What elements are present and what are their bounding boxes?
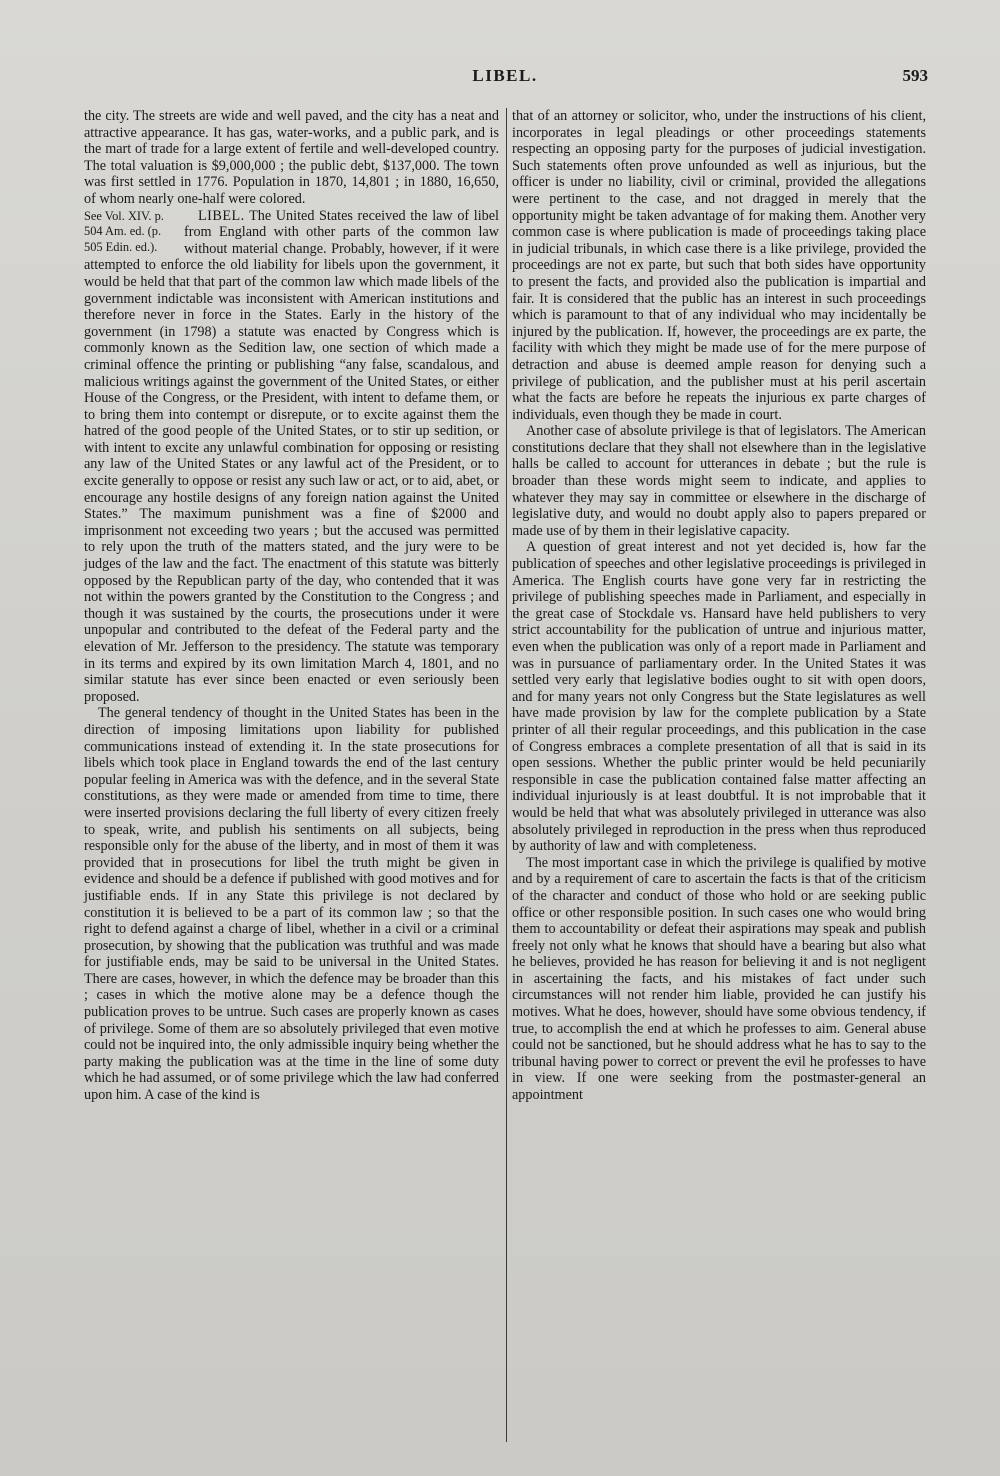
paragraph-general-tendency: The general tendency of thought in the United States has been in the direction of imposing limitations upon liability for published communications instead of extending it. In the state prosecutions for libels which took place in England towards the end of the last century popular feeling in America was with the defence, and in the several State constitutions, as they were made or amended from time to time, there were inserted provisions declaring the full liberty of every citizen freely to speak, write, and publish his sentiments on all subjects, being responsible only for the abuse of the liberty, and in most of them it was provided that in prosecutions for libel the truth might be given in evidence and should be a defence if published with good motives and for justifiable ends. If in any State this privilege is not declared by constitution it is believed to be a part of its common law ; so that the right to defend against a charge of libel, whether in a civil or a criminal prosecution, by showing that the publication was truthful and was made for justifiable ends, may be said to be universal in the United States. There are cases, however, in which the defence may be broader than this ; cases in which the motive alone may be a defence though the publication proves to be untrue. Such cases are properly known as cases of privilege. Some of them are so absolutely privileged that even motive could not be inquired into, the only admissible inquiry being whether the party making the publication was at the time in the line of some duty which he had assumed, or of some privilege which the law had conferred upon him. A case of the kind is [84,705,499,1104]
page-number: 593 [902,66,928,85]
entry-heading-libel: LIBEL. [198,207,245,224]
margin-note-cross-reference: See Vol. XIV. p. 504 Am. ed. (p. 505 Edin. ed.). [84,208,164,254]
right-column [512,108,926,1104]
running-title: LIBEL. [472,66,538,85]
paragraph-legislators-privilege: Another case of absolute privilege is that of legislators. The American constitutions declare that they shall not elsewhere than in the legislative halls be called to account for utterances in debate ; but the rule is broader than these words might seem to indicate, and applies to whatever they may say in committee or elsewhere in the discharge of legislative duty, and would no doubt apply also to papers prepared or made use of by them in their legislative capacity. [512,423,926,539]
paragraph-publication-of-speeches: A question of great interest and not yet decided is, how far the publication of speeches and other legislative proceedings is privileged in America. The English courts have gone very far in restricting the privilege of publishing speeches made in Parliament, and especially in the great case of Stockdale vs. Hansard have held publishers to very strict accountability for the publication of untrue and injurious matter, even when the publication was only of a report made in Parliament and was in pursuance of parliamentary order. In the United States it was settled very early that legislative bodies ought to sit with open doors, and for many years not only Congress but the State legislatures as well have made provision by law for the complete publication by a State printer of all their regular proceedings, and this publication in the case of Congress embraces a complete presentation of all that is said in its open sessions. Whether the public printer would be held pecuniarily responsible in case the publication contained false matter affecting an individual injuriously is at least doubtful. It is not improbable that it would be held that what was absolutely privileged in utterance was also absolutely privileged in reproduction in the press when thus reproduced by authority of law and with completeness. [512,539,926,855]
column-rule [506,108,507,1442]
libel-intro-text: The United States received the law of libel from England with other parts of the common law without material change. Probably, however, if it were attempted to enforce the old liability for libels upon the government, it would be held that that part of the common law which made libels of the government indictable was inconsistent with American institutions and therefore never in force in the States. Early in the history of the government (in 1798) a statute was enacted by Congress which is commonly known as the Sedition law, one section of which made a criminal offence the printing or publishing “any false, scandalous, and malicious writings against the government of the United States, or either House of the Congress, or the President, with intent to defame them, or to bring them into contempt or disrepute, or to excite against them the hatred of the good people of the United States, or to stir up sedition, or with intent to excite any unlawful combination for opposing or resisting any law of the United States or any lawful act of the President, or to excite generally to oppose or resist any such law or act, or to aid, abet, or encourage any hostile designs of any foreign nation against the United States.” The maximum punishment was a fine of $2000 and imprisonment not exceeding two years ; but the accused was permitted to rely upon the truth of the matters stated, and the jury were to be judges of the law and the fact. The enactment of this statute was bitterly opposed by the Republican party of the day, who contended that it was not within the powers granted by the Constitution to the Congress ; and though it was sustained by the courts, the prosecutions under it were unpopular and contributed to the defeat of the Federal party and the elevation of Mr. Jefferson to the presidency. The statute was temporary in its terms and expired by its own limitation March 4, 1801, and no similar statute has ever since been enacted or even seriously been proposed. [84,207,499,705]
paragraph-city-description: the city. The streets are wide and well paved, and the city has a neat and attractive appearance. It has gas, water-works, and a public park, and is the mart of trade for a large extent of fertile and well-developed country. The total valuation is $9,000,000 ; the public debt, $137,000. The town was first settled in 1776. Population in 1870, 14,801 ; in 1880, 16,650, of whom nearly one-half were colored. [84,108,499,207]
left-column [84,108,499,1104]
libel-entry-block [84,208,499,706]
paragraph-qualified-privilege: The most important case in which the privilege is qualified by motive and by a requirement of care to ascertain the facts is that of the criticism of the character and conduct of those who hold or are seeking public office or other responsible position. In such cases one who would bring them to accountability or defeat their aspirations may speak and publish freely not only what he knows that should have a bearing but also what he believes, provided he has reason for believing it and is not negligent in ascertaining the facts, and his mistakes of fact under such circumstances will not render him liable, provided he can justify his motives. What he does, however, should have some obvious tendency, if true, to accomplish the end at which he professes to aim. General abuse could not be sanctioned, but he should address what he has to say to the tribunal having power to correct or prevent the evil he professes to have in view. If one were seeking from the postmaster-general an appointment [512,854,926,1104]
paragraph-attorney-privilege: that of an attorney or solicitor, who, under the instructions of his client, incorporates in legal pleadings or other proceedings statements respecting an opposing party for the purposes of judicial investigation. Such statements often prove unfounded as well as injurious, but the officer is under no liability, civil or criminal, provided the allegations were pertinent to the case, and not dragged in merely that the opportunity might be taken advantage of for making them. Another very common case is where publication is made of proceedings taking place in judicial tribunals, in which case there is a like privilege, provided the proceedings are not ex parte, but such that both sides have opportunity to present the facts, and provided also the publication is impartial and fair. It is considered that the public has an interest in such proceedings which is paramount to that of any individual who may incidentally be injured by the publication. If, however, the proceedings are ex parte, the facility with which they might be made use of for the mere purpose of detraction and abuse is deemed ample reason for denying such a privilege of publication, and the publisher must at his peril ascertain what the facts are before he repeats the injurious ex parte charges of individuals, even though they be made in court. [512,108,926,423]
paragraph-libel-intro [84,208,499,706]
running-head [82,66,928,90]
